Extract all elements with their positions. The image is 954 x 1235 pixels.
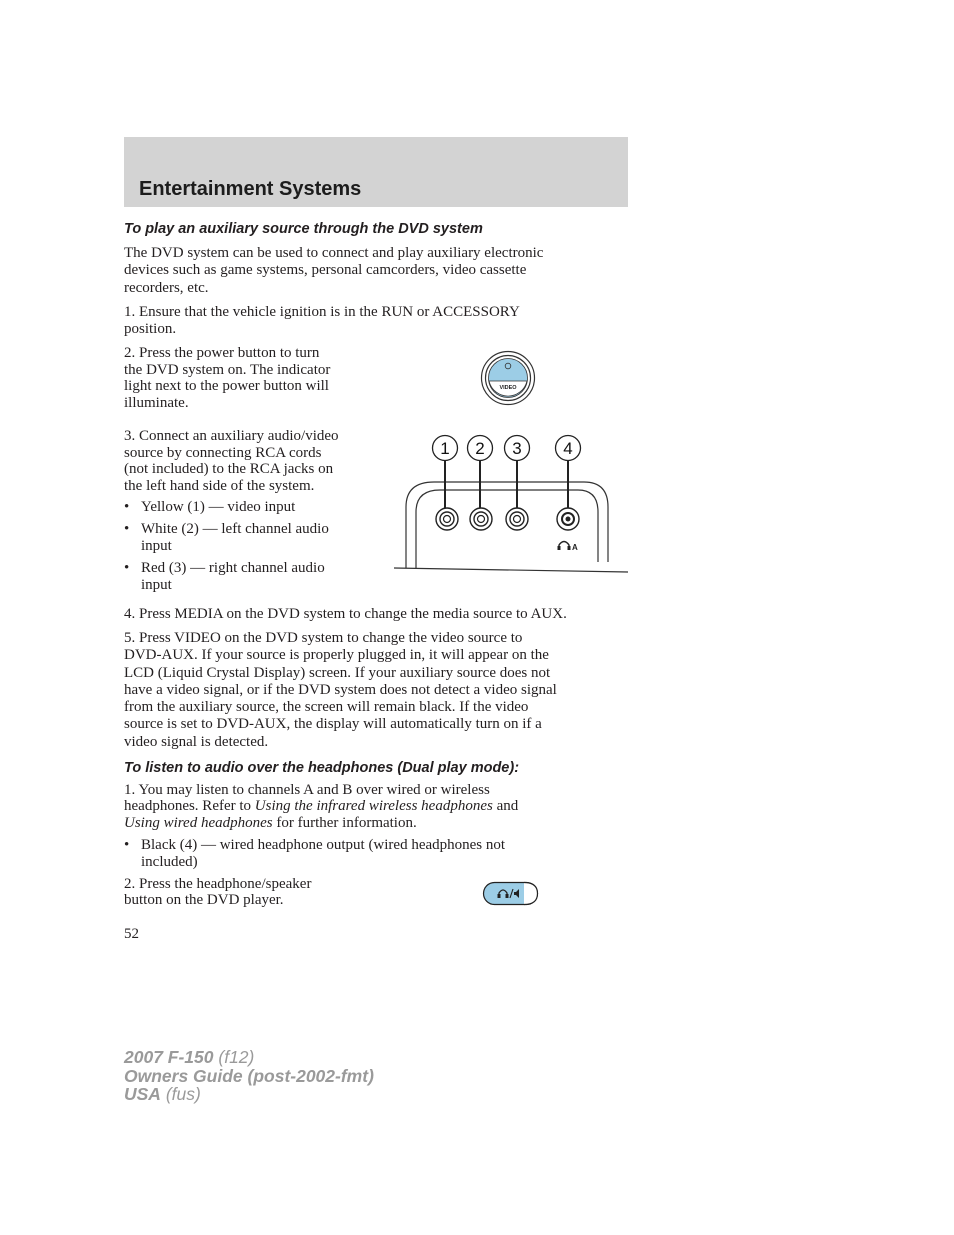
text-line: video signal is detected.	[124, 733, 269, 750]
headphone-heading: To listen to audio over the headphones (Dual play mode):	[124, 760, 520, 776]
bullet-yellow	[124, 499, 384, 517]
aux-heading: To play an auxiliary source through the DVD system	[124, 221, 483, 237]
bullet-dot: •	[124, 499, 130, 515]
rca-jack-yellow	[436, 508, 458, 530]
bullet-text: Yellow (1) — video input	[141, 499, 296, 515]
text-line: 2. Press the power button to turn	[124, 345, 320, 361]
footer-market-code: (fus)	[160, 1084, 201, 1104]
bullet-black	[124, 837, 604, 873]
video-button-figure	[478, 350, 538, 408]
text-line: source is set to DVD-AUX, the display will automatically turn on if a	[124, 716, 542, 733]
footer-market: USA	[124, 1084, 161, 1104]
text-line: input	[141, 538, 172, 554]
text-line: (not included) to the RCA jacks on	[124, 461, 334, 477]
text-line: from the auxiliary source, the screen will remain black. If the video	[124, 699, 529, 716]
text-line: The DVD system can be used to connect and play auxiliary electronic	[124, 245, 544, 261]
base-line	[394, 568, 628, 572]
aux-step-1	[124, 304, 520, 339]
text-line: 5. Press VIDEO on the DVD system to change the video source to	[124, 630, 523, 646]
rca-jack-white	[470, 508, 492, 530]
page-number: 52	[124, 926, 139, 942]
footer-line-3	[124, 1085, 374, 1104]
bullet-dot: •	[124, 560, 130, 576]
text-line: 1. Ensure that the vehicle ignition is in the RUN or ACCESSORY	[124, 304, 520, 320]
text-span: for further information.	[272, 814, 417, 831]
callout-number-1: 1	[440, 439, 450, 458]
text-line: devices such as game systems, personal camcorders, video cassette	[124, 262, 527, 279]
footer-model: 2007 F-150	[124, 1047, 214, 1067]
text-line: light next to the power button will	[124, 378, 329, 394]
text-line: 1. You may listen to channels A and B over wired or wireless	[124, 782, 490, 798]
headphone-speaker-button-figure	[482, 881, 540, 907]
bullet-text	[141, 521, 329, 555]
headphone-jack-black	[557, 508, 579, 530]
text-line: illuminate.	[124, 394, 189, 411]
text-span: headphones. Refer to	[124, 798, 255, 815]
text-line	[124, 815, 518, 831]
text-line: have a video signal, or if the DVD system does not detect a video signal	[124, 681, 557, 698]
text-line: input	[141, 577, 172, 593]
bullet-dot: •	[124, 837, 130, 853]
text-line: button on the DVD player.	[124, 892, 284, 909]
text-line: Red (3) — right channel audio	[141, 560, 325, 576]
reference-wired-headphones: Using wired headphones	[124, 814, 273, 831]
text-line: Black (4) — wired headphone output (wired headphones not	[141, 837, 506, 853]
aux-step-4: 4. Press MEDIA on the DVD system to change the media source to AUX.	[124, 606, 567, 622]
reference-wireless-headphones: Using the infrared wireless headphones	[254, 798, 493, 815]
text-line: 2. Press the headphone/speaker	[124, 876, 312, 892]
bullet-white	[124, 521, 384, 557]
text-line: the DVD system on. The indicator	[124, 361, 331, 378]
aux-step-5	[124, 630, 557, 751]
aux-step-3	[124, 428, 339, 494]
callout-number-2: 2	[475, 439, 485, 458]
text-span: and	[492, 798, 519, 815]
text-line: 3. Connect an auxiliary audio/video	[124, 428, 339, 444]
text-line	[124, 798, 518, 814]
callout-number-3: 3	[512, 439, 522, 458]
bullet-red	[124, 560, 384, 596]
text-line: LCD (Liquid Crystal Display) screen. If your auxiliary source does not	[124, 664, 551, 681]
bullet-text	[141, 837, 505, 871]
bullet-dot: •	[124, 521, 130, 537]
text-line: included)	[141, 854, 198, 870]
text-line: White (2) — left channel audio	[141, 521, 329, 537]
text-line: source by connecting RCA cords	[124, 444, 322, 461]
bullet-text	[141, 560, 325, 594]
text-line: DVD-AUX. If your source is properly plugged in, it will appear on the	[124, 647, 549, 664]
aux-intro	[124, 245, 543, 297]
rca-jack-figure	[394, 432, 630, 577]
channel-a-label: A	[572, 543, 578, 552]
document-footer	[124, 1048, 374, 1104]
footer-model-code: (f12)	[213, 1047, 255, 1067]
headphone-step-2	[124, 876, 311, 909]
text-line: recorders, etc.	[124, 279, 209, 296]
text-line: the left hand side of the system.	[124, 477, 315, 494]
footer-line-2: Owners Guide (post-2002-fmt)	[124, 1065, 374, 1086]
callout-number-4: 4	[563, 439, 573, 458]
video-button-label: VIDEO	[499, 385, 517, 391]
rca-jack-red	[506, 508, 528, 530]
aux-step-2	[124, 345, 330, 411]
headphone-step-1	[124, 782, 518, 831]
footer-line-1	[124, 1048, 374, 1067]
section-title: Entertainment Systems	[139, 178, 362, 200]
text-line: position.	[124, 321, 177, 338]
